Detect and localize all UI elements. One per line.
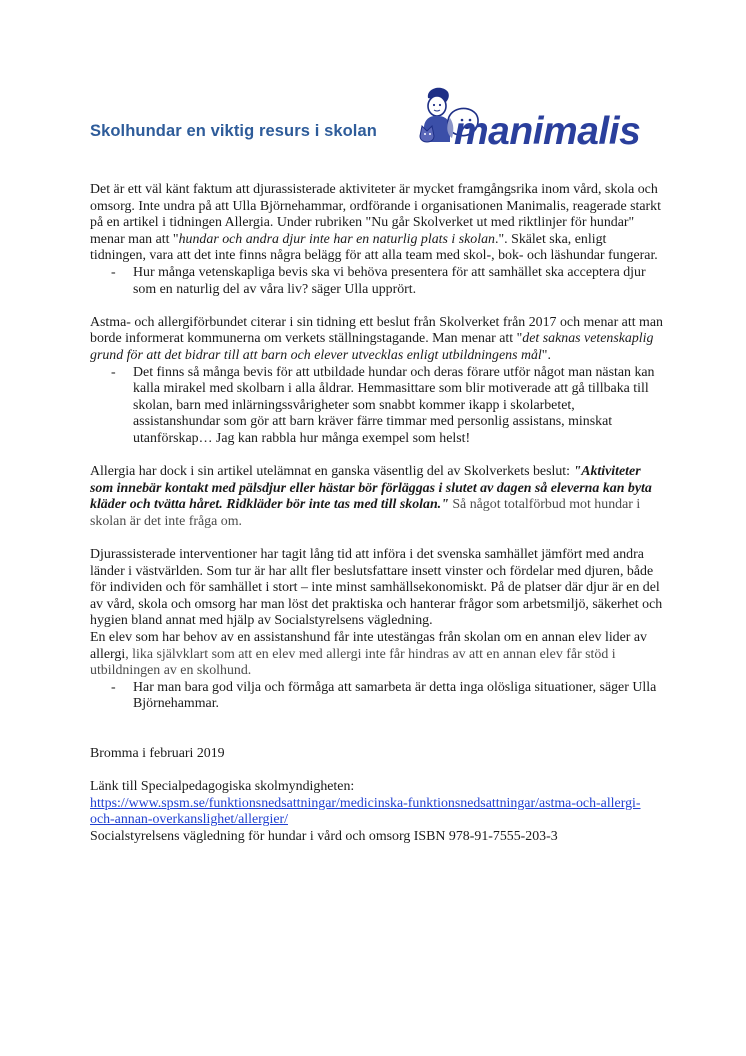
isbn-line: Socialstyrelsens vägledning för hundar i vård och omsorg ISBN 978-91-7555-203-3 [90,828,558,844]
bullet-text: Det finns så många bevis för att utbildade hundar och deras förare utför något man nästan kan kalla mirakel med skolbarn i alla åldrar. Hemmasittare som blir motiverade att gå tillbaka till skolan, barn med inlärningssvårigheter som snabbt kommer ikapp i skolarbetet, assistanshundar som gör att barn kräver färre timmar med personlig assistans, minskat utanförskap… Jag kan rabbla hur många exempel som helst! [133,364,655,446]
paragraph-text: .". Skälet ska, enligt tidningen, vara att det inte finns några belägg för att alla team med skol-, bok- och läshundar fungerar. [90,231,658,264]
paragraph-text: Allergia har dock i sin artikel utelämnat en ganska väsentlig del av Skolverkets beslut: [90,464,574,480]
quote-bullet-1 [90,265,665,298]
paragraph-text: ". [541,347,551,363]
paragraph-text: , lika självklart som att en elev med allergi inte får hindras av att en annan elev får stöd i utbildningen av en skolhund. [90,646,616,679]
bullet-dash: - [111,679,116,695]
paragraph-allergia [90,464,665,530]
spsm-link[interactable]: https://www.spsm.se/funktionsnedsattningar/medicinska-funktionsnedsattningar/astma-och-allergi-och-annan-overkanslighet/allergier/ [90,795,641,828]
bullet-text: Har man bara god vilja och förmåga att samarbeta är detta inga olösliga situationer, säger Ulla Björnehammar. [133,679,657,712]
paragraph-text: Astma- och allergiförbundet citerar i sin tidning ett beslut från Skolverket från 2017 och menar att man borde informerat kommunerna om verkets ställningstagande. Man menar att " [90,314,663,347]
bullet-dash: - [111,264,116,280]
bullet-dash: - [111,364,116,380]
bullet-text: Hur många vetenskapliga bevis ska vi behöva presentera för att samhället ska acceptera djur som en naturlig del av våra liv? säger Ulla upprört. [133,264,646,297]
quote-bold-italic: "Aktiviteter som innebär kontakt med pälsdjur eller hästar bör förläggas i slutet av dagen så eleverna kan byta kläder och tvätta håret. Ridkläder bör inte tas med till skolan." [90,464,652,513]
article-body [90,182,665,846]
quote-bullet-3 [90,680,665,713]
paragraph-intro [90,182,665,265]
links-label: Länk till Specialpedagogiska skolmyndigheten: [90,779,355,795]
quote-italic: hundar och andra djur inte har en naturlig plats i skolan [178,231,495,247]
paragraph-text: En elev som har behov av en assistanshund får inte utestängas från skolan om en annan elev lider av allergi [90,630,647,662]
quote-italic: det saknas vetenskaplig grund för att det bidrar till att barn och elever utvecklas enligt utbildningens mål [90,331,654,363]
manimalis-logo [412,84,652,160]
paragraph-astma [90,315,665,365]
quote-bullet-2 [90,365,665,448]
logo-wordmark: manimalis [454,110,641,153]
paragraph-text: Det är ett väl känt faktum att djurassisterade aktiviteter är mycket framgångsrika inom vård, skola och omsorg. Inte undra på att Ulla Björnehammar, ordförande i organisationen Manimalis, reagerade starkt på en artikel i tidningen Allergia. Under rubriken "Nu går Skolverket ut med riktlinjer för hundar" menar man att " [90,182,661,247]
paragraph-interventions: Djurassisterade interventioner har tagit lång tid att införa i det svenska samhället jämfört med andra länder i västvärlden. Som tur är har allt fler beslutsfattare insett vinster och fördelar med djuren, både för individen och för samhället i stort – inte minst samhällsekonomiskt. På de platser där djur är en del av vård, skola och omsorg har man löst det praktiska och hanterar frågor som arbetsmiljö, säkerhet och hygien bland annat med hjälp av Socialstyrelsens vägledning. [90,547,663,629]
page-title: Skolhundar en viktig resurs i skolan [90,122,377,140]
signoff: Bromma i februari 2019 [90,746,225,761]
paragraph-text: Så något totalförbud mot hundar i skolan är det inte fråga om. [90,497,641,529]
paragraph-assistanshund [90,630,665,680]
